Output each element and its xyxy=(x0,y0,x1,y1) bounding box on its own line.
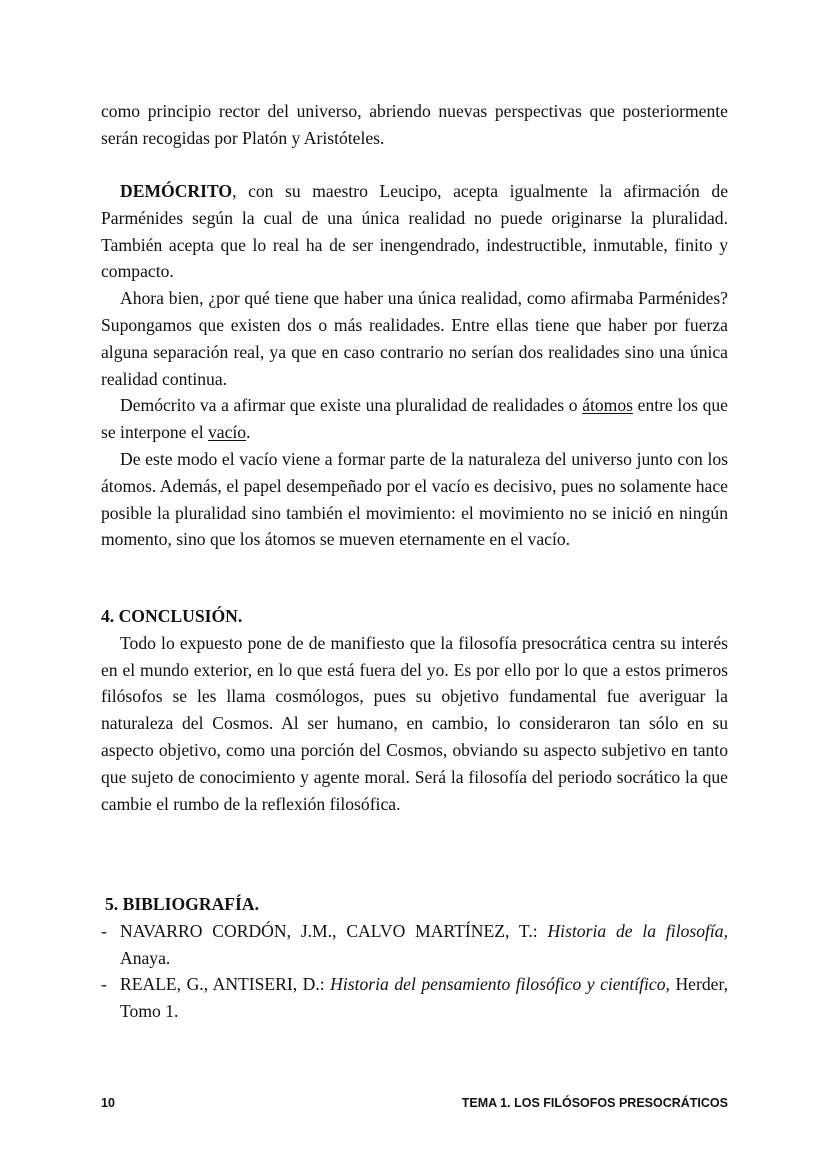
intro-paragraph: como principio rector del universo, abriendo nuevas perspectivas que posteriormente serán recogidas por Platón y Aristóteles. xyxy=(101,101,728,148)
page-footer xyxy=(101,1096,728,1110)
democrito-p3-text-a: Demócrito va a afirmar que existe una pluralidad de realidades o xyxy=(120,395,583,416)
list-dash: - xyxy=(101,920,107,941)
conclusion-section xyxy=(101,603,728,817)
bibliography-section xyxy=(101,891,728,1025)
bib-publisher: Anaya. xyxy=(120,947,171,968)
democrito-paragraph-1 xyxy=(101,178,728,285)
democrito-paragraph-4: De este modo el vacío viene a formar parte de la naturaleza del universo junto con los átomos. Además, el papel desempeñado por el vacío es decisivo, pues no solamente hace posible la pluralidad sino también el movimiento: el movimiento no se inició en ningún momento, sino que los átomos se mueven eternamente en el vacío. xyxy=(101,448,728,550)
bibliography-heading: 5. BIBLIOGRAFÍA. xyxy=(105,894,259,914)
bib-title: Historia de la filosofía, xyxy=(547,920,728,941)
atomos-term: átomos xyxy=(582,395,634,416)
list-dash: - xyxy=(101,974,107,995)
intro-block xyxy=(101,98,728,152)
democrito-paragraph-1-text: , con su maestro Leucipo, acepta igualmente la afirmación de Parménides según la cual de una única realidad no puede originarse la pluralidad. También acepta que lo real ha de ser inengendrado, indestructible, inmutable, finito y compacto. xyxy=(101,181,728,282)
democrito-p3-text-b: entre los que se interpone el xyxy=(101,395,728,443)
bibliography-item xyxy=(101,918,728,972)
bibliography-item xyxy=(101,971,728,1025)
page-number: 10 xyxy=(101,1096,115,1110)
bib-authors: REALE, G., ANTISERI, D.: xyxy=(120,974,331,995)
democrito-name: DEMÓCRITO xyxy=(120,181,233,201)
vacio-term: vacío xyxy=(208,422,247,443)
conclusion-heading: 4. CONCLUSIÓN. xyxy=(101,606,243,626)
bibliography-list xyxy=(101,918,728,1025)
democrito-paragraph-3 xyxy=(101,392,728,446)
democrito-p3-text-c: . xyxy=(246,422,251,443)
bib-title: Historia del pensamiento filosófico y científico, xyxy=(330,974,670,995)
democrito-section xyxy=(101,178,728,553)
bib-publisher: Herder, Tomo 1. xyxy=(120,974,728,1022)
democrito-paragraph-2: Ahora bien, ¿por qué tiene que haber una única realidad, como afirmaba Parménides? Supongamos que existen dos o más realidades. Entre ellas tiene que haber por fuerza alguna separación real, ya que en caso contrario no serían dos realidades sino una única realidad continua. xyxy=(101,288,728,389)
bib-authors: NAVARRO CORDÓN, J.M., CALVO MARTÍNEZ, T.: xyxy=(120,920,548,941)
chapter-title: TEMA 1. LOS FILÓSOFOS PRESOCRÁTICOS xyxy=(461,1096,728,1110)
conclusion-paragraph: Todo lo expuesto pone de de manifiesto que la filosofía presocrática centra su interés en el mundo exterior, en lo que está fuera del yo. Es por ello por lo que a estos primeros filósofos se les llama cosmólogos, pues su objetivo fundamental fue averiguar la naturaleza del Cosmos. Al ser humano, en cambio, lo consideraron tan sólo en su aspecto objetivo, como una porción del Cosmos, obviando su aspecto subjetivo en tanto que sujeto de conocimiento y agente moral. Será la filosofía del periodo socrático la que cambie el rumbo de la reflexión filosófica. xyxy=(101,632,728,814)
